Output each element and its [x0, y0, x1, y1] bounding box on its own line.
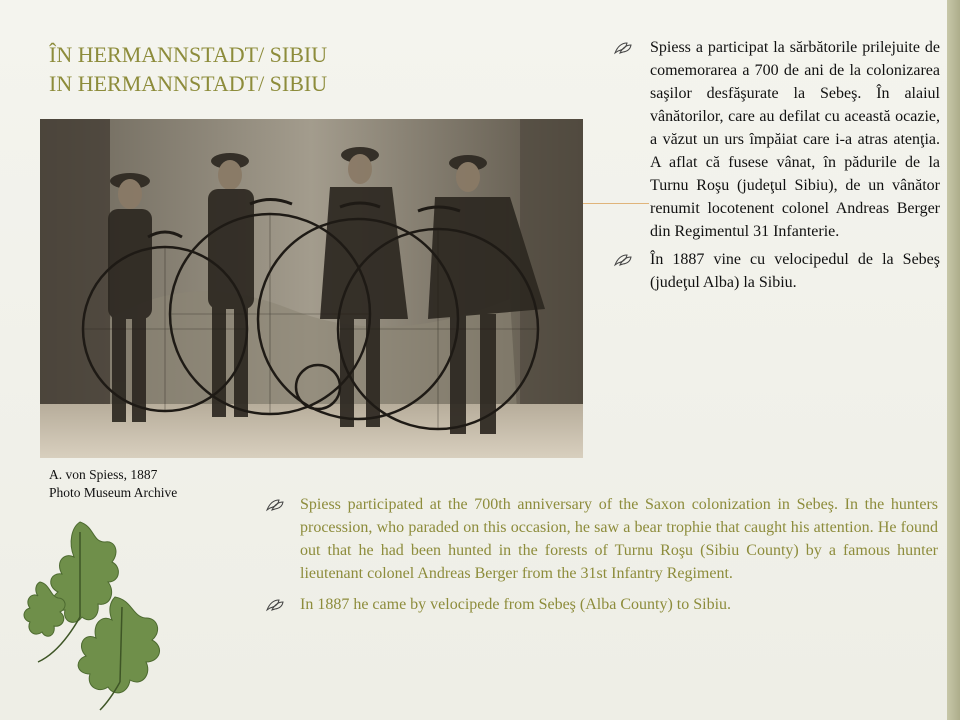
bullet-item	[266, 493, 938, 585]
bullet-item	[614, 248, 940, 294]
title-line-english: IN HERMANNSTADT/ SIBIU	[49, 71, 328, 96]
slide-title	[49, 40, 409, 98]
bullet-text: În 1887 vine cu velocipedul de la Sebeş (judeţul Alba) la Sibiu.	[650, 251, 940, 291]
bullet-text: In 1887 he came by velocipede from Sebeş (Alba County) to Sibiu.	[300, 596, 732, 613]
bullet-text: Spiess a participat la sărbătorile prilejuite de comemorarea a 700 de ani de la colonizarea saşilor desfăşurate la Sebeş. În alaiul vânătorilor, care au defilat cu această ocazie, a văzut un urs împăiat care i-a atras atenţia. A aflat că fusese vânat, în pădurile de la Turnu Roşu (judeţul Sibiu), de un vânător renumit locotenent colonel Andreas Berger din Regimentul 31 Infanterie.	[650, 39, 940, 240]
romanian-text-block	[614, 36, 940, 299]
leaf-bullet-icon	[614, 253, 632, 267]
right-accent-bar	[947, 0, 960, 720]
photo-illustration	[40, 119, 583, 458]
title-line-romanian: ÎN HERMANNSTADT/ SIBIU	[49, 42, 328, 67]
caption-source: Photo Museum Archive	[49, 485, 178, 500]
caption-author: A. von Spiess, 1887	[49, 467, 158, 482]
bullet-item	[266, 593, 938, 616]
leaf-bullet-icon	[266, 598, 284, 612]
english-text-block	[266, 493, 938, 624]
bullet-item	[614, 36, 940, 243]
bullet-text: Spiess participated at the 700th anniversary of the Saxon colonization in Sebeş. In the hunters procession, who paraded on this occasion, he saw a bear trophie that caught his attention. He found out that he had been hunted in the forests of Turnu Roşu (Sibiu County) by a famous hunter lieutenant colonel Andreas Berger from the 31st Infantry Regiment.	[300, 496, 938, 582]
historical-photo	[40, 119, 583, 458]
leaf-bullet-icon	[266, 498, 284, 512]
oak-leaves-decoration	[20, 512, 200, 712]
leaf-bullet-icon	[614, 41, 632, 55]
photo-caption	[49, 466, 249, 502]
